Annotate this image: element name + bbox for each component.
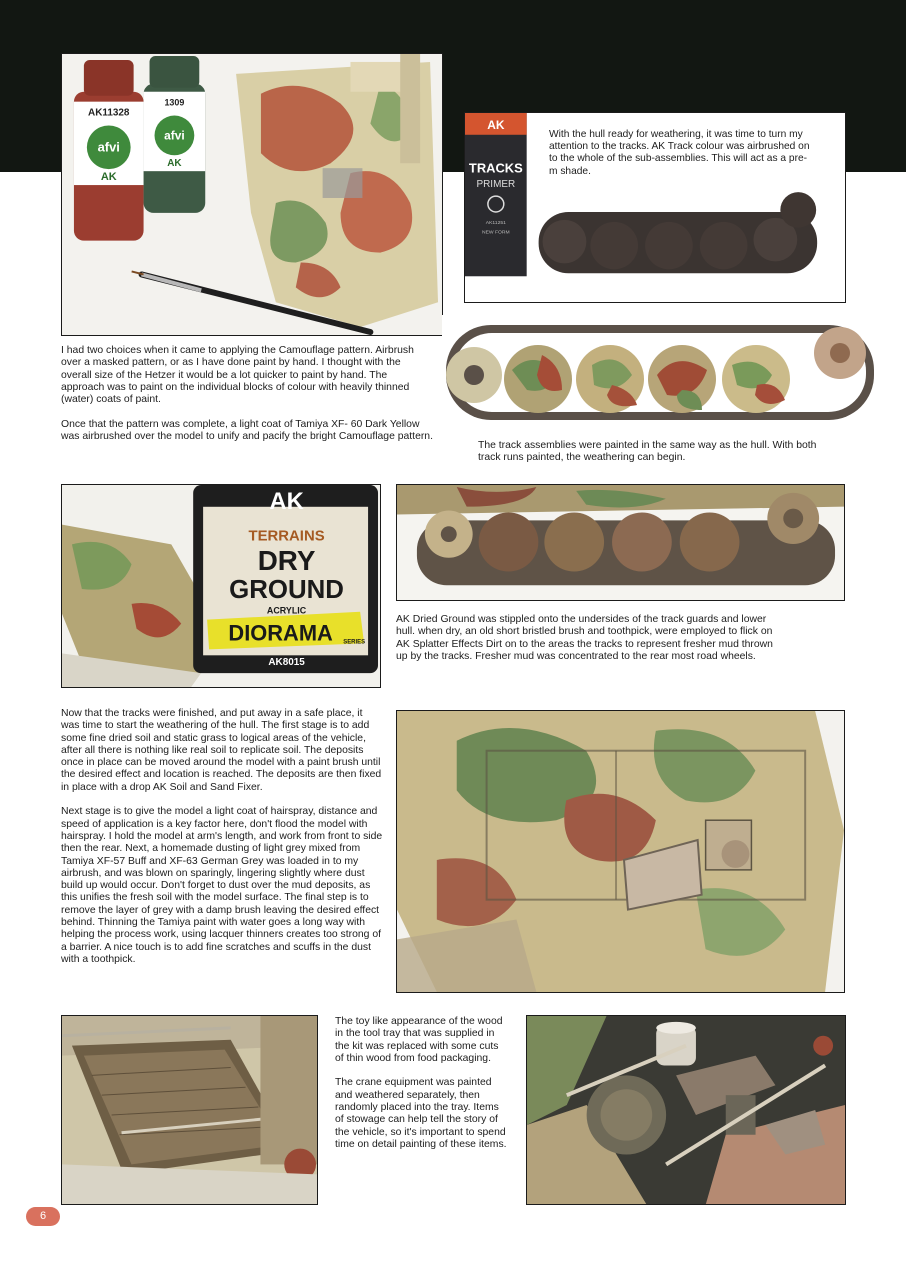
jar-line1: TERRAINS — [248, 528, 325, 545]
primer-code: AK11251 — [485, 220, 506, 226]
camo-paragraph-2: Once that the pattern was complete, a light coat of Tamiya XF- 60 Dark Yellow was airbrushed over the model to unify and pacify the bright Camouflage pattern. — [61, 418, 433, 443]
jar-banner-series: SERIES — [343, 639, 366, 646]
bottle1-logo: AK — [100, 171, 117, 184]
bottle2-code: 1309 — [164, 97, 185, 108]
photo-tool-tray — [61, 1015, 318, 1205]
camo-paragraph-1: I had two choices when it came to applying the Camouflage pattern. Airbrush over a masked pattern, or as I have done paint by hand. I thought with the overall size of the Hetzer it would be a lot quicker to paint by hand. The approach was to paint on the individual blocks of colour with heavily thinned (water) coats of paint. — [61, 345, 414, 406]
caption-primer-text: With the hull ready for weathering, it was time to turn my attention to the tracks. AK Track colour was airbrushed on to the whole of the sub-assemblies. This will act as a pre-m shade. — [549, 129, 810, 177]
photo-paint-bottles — [61, 53, 443, 336]
jar-banner: DIORAMA — [228, 620, 333, 646]
dry-ground-jar — [193, 485, 378, 673]
bottle2-brand: afvi — [164, 128, 185, 143]
jar-line3: GROUND — [229, 575, 344, 604]
paint-bottle-green — [144, 56, 206, 213]
page-number-badge: 6 — [26, 1207, 60, 1226]
caption-primer — [549, 129, 811, 178]
caption-tracks-text: The track assemblies were painted in the same way as the hull. With both track runs painted, the weathering can begin. — [478, 440, 817, 464]
bottle1-brand: afvi — [97, 139, 120, 155]
jar-line2: DRY — [257, 545, 316, 577]
paint-bottle-red — [74, 60, 144, 241]
primer-brand: AK — [487, 117, 505, 132]
photo-painted-tracks — [442, 315, 878, 430]
tray-paragraph-2: The crane equipment was painted and weathered separately, then randomly placed into the tray. Items of stowage can help tell the story of the vehicle, so it's important to spend time on detail painting of these items. — [335, 1077, 507, 1150]
photo-dry-ground — [61, 484, 381, 688]
caption-ground — [396, 614, 778, 663]
jar-code: AK8015 — [268, 657, 305, 669]
weather-paragraph-1: Now that the tracks were finished, and put away in a safe place, it was time to start the weathering of the hull. The first stage is to add some fine dried soil and static grass to logical areas of the vehicle, after all there is nothing like real soil to replicate soil. The deposits once in place can be moved around the model with a paint brush until the desired effect and location is reached. The deposits are then fixed in place with a drop AK Soil and Sand Fixer. — [61, 708, 382, 793]
primer-subtitle: PRIMER — [476, 179, 516, 191]
caption-ground-text: AK Dried Ground was stippled onto the undersides of the track guards and lower hull. when dry, an old short bristled brush and toothpick, were employed to flick on AK Splatter Effects Dirt on to the areas the tracks to represent fresher mud thrown up by the tracks. Fresher mud was concentrated to the rear most road wheels. — [396, 614, 773, 662]
jar-brand: AK — [269, 487, 304, 515]
bottle1-code: AK11328 — [88, 107, 130, 119]
bottle2-logo: AK — [167, 158, 182, 170]
text-weathering — [61, 708, 383, 966]
photo-weathered-wheels — [396, 484, 845, 601]
tracks-primer-bottle — [465, 113, 527, 276]
caption-tracks — [478, 440, 828, 465]
text-tray — [335, 1016, 507, 1151]
photo-dusted-hull — [396, 710, 845, 993]
text-camo — [61, 345, 433, 443]
tray-paragraph-1: The toy like appearance of the wood in the tool tray that was supplied in the kit was replaced with some cuts of thin wood from food packaging. — [335, 1016, 503, 1064]
jar-type: ACRYLIC — [266, 605, 307, 616]
weather-paragraph-2: Next stage is to give the model a light coat of hairspray, distance and speed of application is a key factor here, don't flood the model with hairspray. I hold the model at arm's length, and work from front to side then the rear. Next, a homemade dusting of light grey mixed from Tamiya XF-57 Buff and XF-63 German Grey was loaded in to my airbrush, and was blown on sparingly, lingering slightly where dust build up would occur. Don't forget to dust over the mud deposits, as this unifies the fresh soil with the model surface. The final step is to remove the layer of grey with a damp brush leaving the desired effect behind. Thinning the Tamiya paint with water goes a long way with helping the process work, using lacquer thinners creates too strong of a barrier. A nice touch is to add fine scratches and scuffs in the dust with a toothpick. — [61, 806, 383, 965]
photo-crane-equipment — [526, 1015, 846, 1205]
primer-tagline: NEW FORM — [482, 230, 510, 236]
primer-product: TRACKS — [468, 160, 523, 176]
